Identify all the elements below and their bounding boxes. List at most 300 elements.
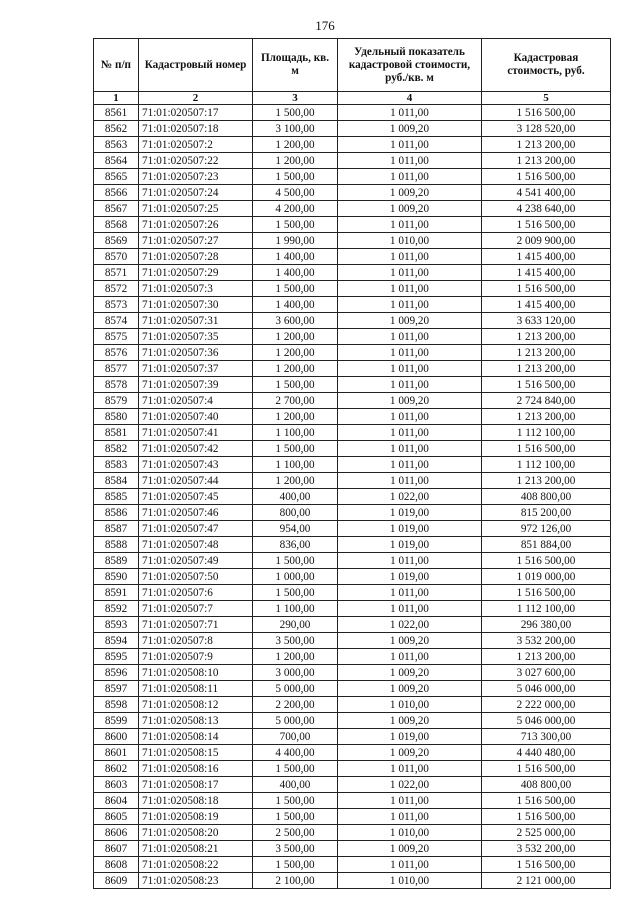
row-number: 8607 <box>94 841 139 857</box>
cadastral-value-cell: 2 009 900,00 <box>482 233 611 249</box>
row-number: 8569 <box>94 233 139 249</box>
table-row <box>94 665 611 681</box>
cadastral-number-cell: 71:01:020508:21 <box>139 841 253 857</box>
table-body <box>94 105 611 889</box>
area-cell: 3 000,00 <box>253 665 338 681</box>
cadastral-number-cell: 71:01:020508:15 <box>139 745 253 761</box>
area-cell: 5 000,00 <box>253 713 338 729</box>
area-cell: 1 200,00 <box>253 137 338 153</box>
cadastral-value-cell: 5 046 000,00 <box>482 713 611 729</box>
column-number: 5 <box>482 92 611 105</box>
row-number: 8591 <box>94 585 139 601</box>
row-number: 8567 <box>94 201 139 217</box>
area-cell: 2 700,00 <box>253 393 338 409</box>
cadastral-number-cell: 71:01:020507:40 <box>139 409 253 425</box>
cadastral-number-cell: 71:01:020508:14 <box>139 729 253 745</box>
area-cell: 3 500,00 <box>253 633 338 649</box>
table-row <box>94 809 611 825</box>
table-row <box>94 249 611 265</box>
specific-value-cell: 1 011,00 <box>338 361 482 377</box>
cadastral-number-cell: 71:01:020508:19 <box>139 809 253 825</box>
row-number: 8601 <box>94 745 139 761</box>
row-number: 8595 <box>94 649 139 665</box>
cadastral-value-cell: 1 213 200,00 <box>482 649 611 665</box>
row-number: 8603 <box>94 777 139 793</box>
area-cell: 2 100,00 <box>253 873 338 889</box>
cadastral-value-cell: 2 724 840,00 <box>482 393 611 409</box>
row-number: 8570 <box>94 249 139 265</box>
specific-value-cell: 1 011,00 <box>338 809 482 825</box>
table-row <box>94 489 611 505</box>
cadastral-number-cell: 71:01:020507:27 <box>139 233 253 249</box>
cadastral-number-cell: 71:01:020507:29 <box>139 265 253 281</box>
area-cell: 3 100,00 <box>253 121 338 137</box>
cadastral-value-cell: 1 019 000,00 <box>482 569 611 585</box>
specific-value-cell: 1 011,00 <box>338 217 482 233</box>
specific-value-cell: 1 011,00 <box>338 265 482 281</box>
specific-value-cell: 1 011,00 <box>338 425 482 441</box>
table-row <box>94 873 611 889</box>
specific-value-cell: 1 011,00 <box>338 329 482 345</box>
header-row <box>94 39 611 92</box>
specific-value-cell: 1 011,00 <box>338 761 482 777</box>
cadastral-value-cell: 1 112 100,00 <box>482 601 611 617</box>
cadastral-value-cell: 1 516 500,00 <box>482 169 611 185</box>
column-number: 2 <box>139 92 253 105</box>
row-number: 8597 <box>94 681 139 697</box>
cadastral-value-cell: 1 213 200,00 <box>482 153 611 169</box>
area-cell: 1 500,00 <box>253 169 338 185</box>
cadastral-value-cell: 1 213 200,00 <box>482 345 611 361</box>
specific-value-cell: 1 011,00 <box>338 153 482 169</box>
area-cell: 1 400,00 <box>253 249 338 265</box>
specific-value-cell: 1 019,00 <box>338 569 482 585</box>
cadastral-value-cell: 4 440 480,00 <box>482 745 611 761</box>
area-cell: 4 500,00 <box>253 185 338 201</box>
cadastral-number-cell: 71:01:020507:8 <box>139 633 253 649</box>
cadastral-number-cell: 71:01:020508:22 <box>139 857 253 873</box>
table-row <box>94 281 611 297</box>
cadastral-value-cell: 1 415 400,00 <box>482 265 611 281</box>
cadastral-value-cell: 1 516 500,00 <box>482 441 611 457</box>
row-number: 8589 <box>94 553 139 569</box>
cadastral-number-cell: 71:01:020507:48 <box>139 537 253 553</box>
cadastral-value-cell: 3 027 600,00 <box>482 665 611 681</box>
cadastral-value-cell: 1 516 500,00 <box>482 585 611 601</box>
specific-value-cell: 1 010,00 <box>338 873 482 889</box>
cadastral-number-cell: 71:01:020507:30 <box>139 297 253 313</box>
table-row <box>94 857 611 873</box>
specific-value-cell: 1 009,20 <box>338 665 482 681</box>
table-row <box>94 201 611 217</box>
table-row <box>94 649 611 665</box>
cadastral-value-cell: 1 516 500,00 <box>482 809 611 825</box>
cadastral-number-cell: 71:01:020507:24 <box>139 185 253 201</box>
cadastral-number-cell: 71:01:020508:10 <box>139 665 253 681</box>
row-number: 8586 <box>94 505 139 521</box>
row-number: 8571 <box>94 265 139 281</box>
row-number: 8587 <box>94 521 139 537</box>
row-number: 8578 <box>94 377 139 393</box>
specific-value-cell: 1 011,00 <box>338 649 482 665</box>
specific-value-cell: 1 011,00 <box>338 457 482 473</box>
cadastral-number-cell: 71:01:020507:31 <box>139 313 253 329</box>
table-row <box>94 313 611 329</box>
cadastral-number-cell: 71:01:020507:50 <box>139 569 253 585</box>
cadastral-value-cell: 713 300,00 <box>482 729 611 745</box>
cadastral-value-cell: 3 633 120,00 <box>482 313 611 329</box>
area-cell: 1 100,00 <box>253 425 338 441</box>
specific-value-cell: 1 011,00 <box>338 553 482 569</box>
row-number: 8575 <box>94 329 139 345</box>
specific-value-cell: 1 010,00 <box>338 697 482 713</box>
table-row <box>94 521 611 537</box>
table-row <box>94 345 611 361</box>
cadastral-value-cell: 1 415 400,00 <box>482 249 611 265</box>
row-number: 8562 <box>94 121 139 137</box>
cadastral-value-cell: 2 121 000,00 <box>482 873 611 889</box>
row-number: 8593 <box>94 617 139 633</box>
cadastral-value-cell: 1 516 500,00 <box>482 217 611 233</box>
row-number: 8584 <box>94 473 139 489</box>
area-cell: 1 400,00 <box>253 265 338 281</box>
cadastral-value-cell: 296 380,00 <box>482 617 611 633</box>
row-number: 8596 <box>94 665 139 681</box>
area-cell: 1 400,00 <box>253 297 338 313</box>
cadastral-number-cell: 71:01:020508:13 <box>139 713 253 729</box>
cadastral-number-cell: 71:01:020507:39 <box>139 377 253 393</box>
table-row <box>94 505 611 521</box>
table-row <box>94 121 611 137</box>
row-number: 8608 <box>94 857 139 873</box>
cadastral-value-cell: 4 238 640,00 <box>482 201 611 217</box>
specific-value-cell: 1 011,00 <box>338 857 482 873</box>
table-row <box>94 841 611 857</box>
cadastral-value-cell: 1 516 500,00 <box>482 553 611 569</box>
cadastral-value-cell: 3 532 200,00 <box>482 633 611 649</box>
table-row <box>94 377 611 393</box>
row-number: 8585 <box>94 489 139 505</box>
row-number: 8606 <box>94 825 139 841</box>
cadastral-number-cell: 71:01:020508:11 <box>139 681 253 697</box>
area-cell: 290,00 <box>253 617 338 633</box>
cadastral-number-cell: 71:01:020507:35 <box>139 329 253 345</box>
table-row <box>94 793 611 809</box>
specific-value-cell: 1 019,00 <box>338 521 482 537</box>
specific-value-cell: 1 011,00 <box>338 137 482 153</box>
row-number: 8576 <box>94 345 139 361</box>
table-row <box>94 361 611 377</box>
row-number: 8590 <box>94 569 139 585</box>
cadastral-value-cell: 408 800,00 <box>482 777 611 793</box>
table-row <box>94 153 611 169</box>
table-row <box>94 329 611 345</box>
table-row <box>94 761 611 777</box>
specific-value-cell: 1 022,00 <box>338 777 482 793</box>
specific-value-cell: 1 009,20 <box>338 313 482 329</box>
specific-value-cell: 1 009,20 <box>338 633 482 649</box>
specific-value-cell: 1 009,20 <box>338 681 482 697</box>
specific-value-cell: 1 009,20 <box>338 841 482 857</box>
specific-value-cell: 1 009,20 <box>338 201 482 217</box>
specific-value-cell: 1 011,00 <box>338 281 482 297</box>
table-row <box>94 745 611 761</box>
cadastral-number-cell: 71:01:020507:41 <box>139 425 253 441</box>
row-number: 8592 <box>94 601 139 617</box>
area-cell: 2 500,00 <box>253 825 338 841</box>
cadastral-value-cell: 1 112 100,00 <box>482 425 611 441</box>
cadastral-number-cell: 71:01:020507:23 <box>139 169 253 185</box>
cadastral-number-cell: 71:01:020507:71 <box>139 617 253 633</box>
table-row <box>94 105 611 121</box>
area-cell: 400,00 <box>253 777 338 793</box>
table-row <box>94 473 611 489</box>
cadastral-number-cell: 71:01:020507:3 <box>139 281 253 297</box>
specific-value-cell: 1 011,00 <box>338 441 482 457</box>
table-row <box>94 441 611 457</box>
table-row <box>94 217 611 233</box>
row-number: 8599 <box>94 713 139 729</box>
row-number: 8581 <box>94 425 139 441</box>
row-number: 8563 <box>94 137 139 153</box>
table-row <box>94 681 611 697</box>
cadastral-number-cell: 71:01:020508:17 <box>139 777 253 793</box>
table-row <box>94 137 611 153</box>
row-number: 8582 <box>94 441 139 457</box>
cadastral-number-cell: 71:01:020507:6 <box>139 585 253 601</box>
header-area: Площадь, кв. м <box>253 39 338 92</box>
table-row <box>94 633 611 649</box>
row-number: 8574 <box>94 313 139 329</box>
cadastral-number-cell: 71:01:020507:46 <box>139 505 253 521</box>
cadastral-number-cell: 71:01:020507:43 <box>139 457 253 473</box>
area-cell: 2 200,00 <box>253 697 338 713</box>
specific-value-cell: 1 019,00 <box>338 537 482 553</box>
column-number: 4 <box>338 92 482 105</box>
specific-value-cell: 1 009,20 <box>338 713 482 729</box>
specific-value-cell: 1 009,20 <box>338 185 482 201</box>
row-number: 8600 <box>94 729 139 745</box>
cadastral-value-cell: 1 415 400,00 <box>482 297 611 313</box>
table-row <box>94 297 611 313</box>
table-row <box>94 601 611 617</box>
table-row <box>94 617 611 633</box>
cadastral-number-cell: 71:01:020508:20 <box>139 825 253 841</box>
area-cell: 3 500,00 <box>253 841 338 857</box>
table-row <box>94 537 611 553</box>
area-cell: 400,00 <box>253 489 338 505</box>
cadastral-value-cell: 1 516 500,00 <box>482 857 611 873</box>
specific-value-cell: 1 011,00 <box>338 105 482 121</box>
cadastral-value-cell: 2 222 000,00 <box>482 697 611 713</box>
specific-value-cell: 1 019,00 <box>338 505 482 521</box>
column-number: 1 <box>94 92 139 105</box>
area-cell: 1 990,00 <box>253 233 338 249</box>
row-number: 8577 <box>94 361 139 377</box>
row-number: 8564 <box>94 153 139 169</box>
area-cell: 1 500,00 <box>253 281 338 297</box>
cadastral-value-cell: 1 213 200,00 <box>482 361 611 377</box>
cadastral-value-cell: 4 541 400,00 <box>482 185 611 201</box>
specific-value-cell: 1 010,00 <box>338 825 482 841</box>
area-cell: 1 500,00 <box>253 441 338 457</box>
cadastral-number-cell: 71:01:020508:23 <box>139 873 253 889</box>
cadastral-value-cell: 1 213 200,00 <box>482 137 611 153</box>
cadastral-number-cell: 71:01:020507:7 <box>139 601 253 617</box>
cadastral-value-cell: 1 516 500,00 <box>482 105 611 121</box>
cadastral-number-cell: 71:01:020507:26 <box>139 217 253 233</box>
area-cell: 1 500,00 <box>253 217 338 233</box>
area-cell: 3 600,00 <box>253 313 338 329</box>
cadastral-number-cell: 71:01:020507:25 <box>139 201 253 217</box>
row-number: 8594 <box>94 633 139 649</box>
row-number: 8583 <box>94 457 139 473</box>
cadastral-value-cell: 1 516 500,00 <box>482 281 611 297</box>
area-cell: 4 400,00 <box>253 745 338 761</box>
specific-value-cell: 1 022,00 <box>338 489 482 505</box>
header-num: № п/п <box>94 39 139 92</box>
table-row <box>94 425 611 441</box>
row-number: 8602 <box>94 761 139 777</box>
specific-value-cell: 1 019,00 <box>338 729 482 745</box>
area-cell: 1 500,00 <box>253 793 338 809</box>
cadastral-value-cell: 1 516 500,00 <box>482 793 611 809</box>
cadastral-number-cell: 71:01:020508:16 <box>139 761 253 777</box>
area-cell: 1 200,00 <box>253 409 338 425</box>
header-cadastral-number: Кадастровый номер <box>139 39 253 92</box>
column-number: 3 <box>253 92 338 105</box>
cadastral-number-cell: 71:01:020507:47 <box>139 521 253 537</box>
table-row <box>94 777 611 793</box>
area-cell: 1 500,00 <box>253 585 338 601</box>
row-number: 8579 <box>94 393 139 409</box>
cadastral-number-cell: 71:01:020507:9 <box>139 649 253 665</box>
cadastral-number-cell: 71:01:020507:28 <box>139 249 253 265</box>
table-row <box>94 553 611 569</box>
cadastral-number-cell: 71:01:020507:22 <box>139 153 253 169</box>
cadastral-value-cell: 1 516 500,00 <box>482 377 611 393</box>
cadastral-value-cell: 1 112 100,00 <box>482 457 611 473</box>
cadastral-number-cell: 71:01:020507:44 <box>139 473 253 489</box>
specific-value-cell: 1 011,00 <box>338 249 482 265</box>
specific-value-cell: 1 011,00 <box>338 473 482 489</box>
specific-value-cell: 1 009,20 <box>338 745 482 761</box>
cadastral-number-cell: 71:01:020507:42 <box>139 441 253 457</box>
cadastral-number-cell: 71:01:020507:49 <box>139 553 253 569</box>
row-number: 8609 <box>94 873 139 889</box>
table-row <box>94 265 611 281</box>
specific-value-cell: 1 022,00 <box>338 617 482 633</box>
area-cell: 1 500,00 <box>253 761 338 777</box>
row-number: 8604 <box>94 793 139 809</box>
cadastral-number-cell: 71:01:020507:36 <box>139 345 253 361</box>
row-number: 8573 <box>94 297 139 313</box>
area-cell: 1 500,00 <box>253 377 338 393</box>
row-number: 8565 <box>94 169 139 185</box>
area-cell: 1 100,00 <box>253 457 338 473</box>
specific-value-cell: 1 011,00 <box>338 793 482 809</box>
area-cell: 1 200,00 <box>253 329 338 345</box>
cadastral-value-cell: 3 532 200,00 <box>482 841 611 857</box>
area-cell: 836,00 <box>253 537 338 553</box>
area-cell: 1 200,00 <box>253 473 338 489</box>
cadastral-value-cell: 1 213 200,00 <box>482 409 611 425</box>
cadastral-number-cell: 71:01:020507:45 <box>139 489 253 505</box>
table-row <box>94 825 611 841</box>
area-cell: 954,00 <box>253 521 338 537</box>
specific-value-cell: 1 011,00 <box>338 169 482 185</box>
table-header <box>94 39 611 105</box>
specific-value-cell: 1 011,00 <box>338 345 482 361</box>
specific-value-cell: 1 011,00 <box>338 585 482 601</box>
area-cell: 4 200,00 <box>253 201 338 217</box>
row-number: 8598 <box>94 697 139 713</box>
header-specific-value: Удельный показатель кадастровой стоимости, руб./кв. м <box>338 39 482 92</box>
row-number: 8605 <box>94 809 139 825</box>
area-cell: 1 000,00 <box>253 569 338 585</box>
table-row <box>94 457 611 473</box>
table-row <box>94 569 611 585</box>
cadastral-value-cell: 972 126,00 <box>482 521 611 537</box>
column-number-row <box>94 92 611 105</box>
table-row <box>94 169 611 185</box>
specific-value-cell: 1 010,00 <box>338 233 482 249</box>
specific-value-cell: 1 011,00 <box>338 409 482 425</box>
specific-value-cell: 1 011,00 <box>338 377 482 393</box>
area-cell: 1 100,00 <box>253 601 338 617</box>
table-row <box>94 697 611 713</box>
cadastral-value-cell: 2 525 000,00 <box>482 825 611 841</box>
specific-value-cell: 1 009,20 <box>338 121 482 137</box>
area-cell: 1 500,00 <box>253 105 338 121</box>
row-number: 8568 <box>94 217 139 233</box>
specific-value-cell: 1 011,00 <box>338 297 482 313</box>
area-cell: 1 200,00 <box>253 361 338 377</box>
area-cell: 1 500,00 <box>253 857 338 873</box>
cadastral-number-cell: 71:01:020507:18 <box>139 121 253 137</box>
cadastral-number-cell: 71:01:020507:4 <box>139 393 253 409</box>
row-number: 8561 <box>94 105 139 121</box>
cadastral-value-cell: 815 200,00 <box>482 505 611 521</box>
table-row <box>94 233 611 249</box>
row-number: 8572 <box>94 281 139 297</box>
header-cadastral-value: Кадастровая стоимость, руб. <box>482 39 611 92</box>
cadastral-number-cell: 71:01:020507:17 <box>139 105 253 121</box>
specific-value-cell: 1 009,20 <box>338 393 482 409</box>
area-cell: 1 200,00 <box>253 649 338 665</box>
area-cell: 1 200,00 <box>253 345 338 361</box>
table-row <box>94 713 611 729</box>
cadastral-value-cell: 1 213 200,00 <box>482 473 611 489</box>
area-cell: 5 000,00 <box>253 681 338 697</box>
area-cell: 1 500,00 <box>253 553 338 569</box>
table-row <box>94 585 611 601</box>
table-row <box>94 185 611 201</box>
cadastral-value-cell: 3 128 520,00 <box>482 121 611 137</box>
area-cell: 1 500,00 <box>253 809 338 825</box>
cadastral-number-cell: 71:01:020508:12 <box>139 697 253 713</box>
cadastral-value-cell: 851 884,00 <box>482 537 611 553</box>
area-cell: 800,00 <box>253 505 338 521</box>
row-number: 8588 <box>94 537 139 553</box>
area-cell: 1 200,00 <box>253 153 338 169</box>
cadastral-value-cell: 5 046 000,00 <box>482 681 611 697</box>
cadastral-value-cell: 1 213 200,00 <box>482 329 611 345</box>
row-number: 8580 <box>94 409 139 425</box>
row-number: 8566 <box>94 185 139 201</box>
table-row <box>94 409 611 425</box>
cadastral-number-cell: 71:01:020508:18 <box>139 793 253 809</box>
